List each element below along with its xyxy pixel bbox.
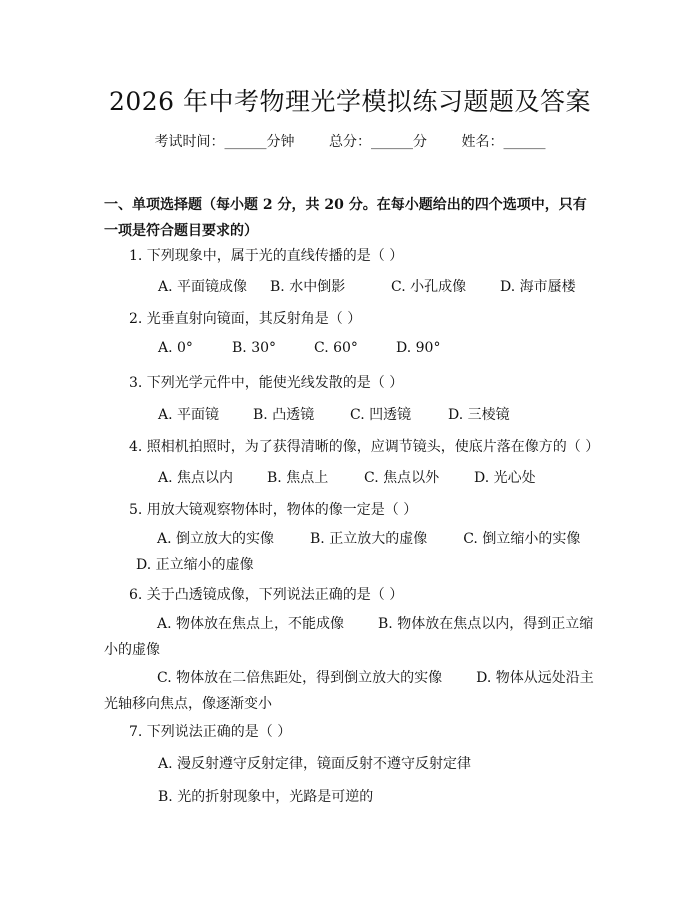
option: A. 焦点以内 — [158, 470, 234, 486]
option: C. 凹透镜 — [350, 407, 412, 423]
option: D. 三棱镜 — [448, 407, 510, 423]
option: A. 平面镜成像 — [158, 279, 248, 295]
option: B. 光的折射现象中，光路是可逆的 — [158, 789, 374, 805]
option: B. 正立放大的虚像 — [310, 531, 428, 547]
exam-info-line — [0, 131, 700, 151]
exam-time: 考试时间：______分钟 — [154, 134, 295, 150]
option-block — [104, 665, 596, 717]
option: B. 焦点上 — [267, 470, 329, 486]
question-stem: 3. 下列光学元件中，能使光线发散的是（ ） — [129, 375, 404, 391]
section-heading: 一、单项选择题（每小题 2 分，共 20 分。在每小题给出的四个选项中，只有一项是符合题目要求的） — [104, 197, 587, 239]
option: C. 焦点以外 — [364, 470, 440, 486]
option: B. 30° — [232, 340, 277, 356]
option: B. 凸透镜 — [253, 407, 315, 423]
option: B. 物体放在焦点以内，得到正立缩小的虚像 — [104, 616, 594, 658]
option: A. 漫反射遵守反射定律，镜面反射不遵守反射定律 — [158, 756, 472, 772]
option-block — [104, 526, 596, 578]
option: D. 物体从远处沿主光轴移向焦点，像逐渐变小 — [104, 670, 594, 712]
option: D. 海市蜃楼 — [500, 279, 576, 295]
document-title: 2026 年中考物理光学模拟练习题题及答案 — [108, 87, 592, 116]
option: A. 0° — [158, 340, 193, 356]
option: D. 90° — [396, 340, 441, 356]
question-stem: 6. 关于凸透镜成像，下列说法正确的是（ ） — [129, 587, 404, 603]
question-stem: 1. 下列现象中，属于光的直线传播的是（ ） — [129, 248, 404, 264]
option: B. 水中倒影 — [270, 279, 346, 295]
question-stem: 2. 光垂直射向镜面，其反射角是（ ） — [129, 311, 362, 327]
question-stem: 4. 照相机拍照时，为了获得清晰的像，应调节镜头，使底片落在像方的（ ） — [129, 439, 600, 455]
option: C. 60° — [314, 340, 358, 356]
total-score: 总分：______分 — [329, 134, 427, 150]
option: C. 物体放在二倍焦距处，得到倒立放大的实像 — [157, 670, 443, 686]
option: C. 小孔成像 — [391, 279, 467, 295]
question-stem: 7. 下列说法正确的是（ ） — [129, 724, 292, 740]
option: A. 物体放在焦点上，不能成像 — [157, 616, 345, 632]
option: A. 平面镜 — [158, 407, 220, 423]
question-stem: 5. 用放大镜观察物体时，物体的像一定是（ ） — [129, 502, 418, 518]
option: A. 倒立放大的实像 — [157, 531, 275, 547]
option-block — [104, 611, 596, 663]
option: D. 正立缩小的虚像 — [136, 557, 254, 573]
option: C. 倒立缩小的实像 — [463, 531, 581, 547]
option: D. 光心处 — [474, 470, 536, 486]
student-name: 姓名：______ — [461, 134, 546, 150]
